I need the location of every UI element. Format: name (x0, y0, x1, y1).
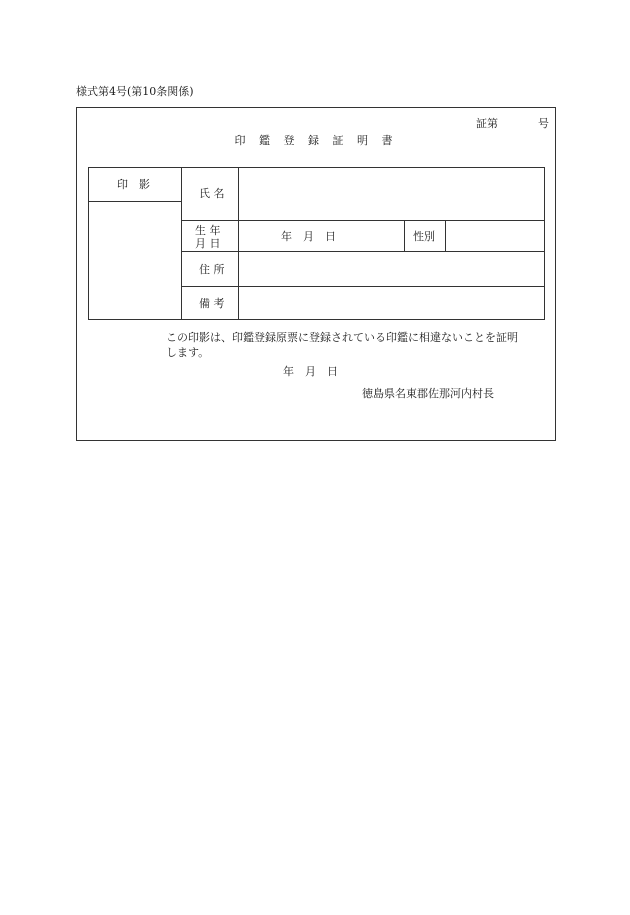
certificate-number-suffix: 号 (538, 117, 549, 130)
birth-date-value: 年 月 日 (281, 230, 336, 243)
certificate-number (476, 115, 549, 131)
remarks-field (239, 287, 544, 319)
seal-impression-label: 印 影 (117, 178, 150, 191)
gender-field (446, 221, 544, 251)
birth-date-label: 生 年 月 日 (195, 224, 221, 250)
table-divider (404, 220, 405, 251)
address-label: 住 所 (199, 263, 225, 276)
gender-label: 性別 (413, 230, 435, 243)
certificate-number-blank (498, 115, 538, 131)
seal-impression-area (89, 202, 181, 319)
name-field (239, 168, 544, 220)
table-divider (181, 168, 182, 319)
certificate-number-prefix: 証第 (476, 117, 498, 130)
issue-date: 年 月 日 (283, 365, 338, 378)
remarks-label: 備 考 (199, 297, 225, 310)
issuer-name: 徳島県名東郡佐那河内村長 (362, 387, 494, 400)
registration-table (88, 167, 545, 320)
form-label: 様式第4号(第10条関係) (76, 85, 194, 98)
certification-statement: この印影は、印鑑登録原票に登録されている印鑑に相違ないことを証明します。 (166, 331, 518, 359)
address-field (239, 252, 544, 286)
name-label: 氏 名 (199, 187, 225, 200)
document-title: 印 鑑 登 録 証 明 書 (234, 134, 398, 147)
